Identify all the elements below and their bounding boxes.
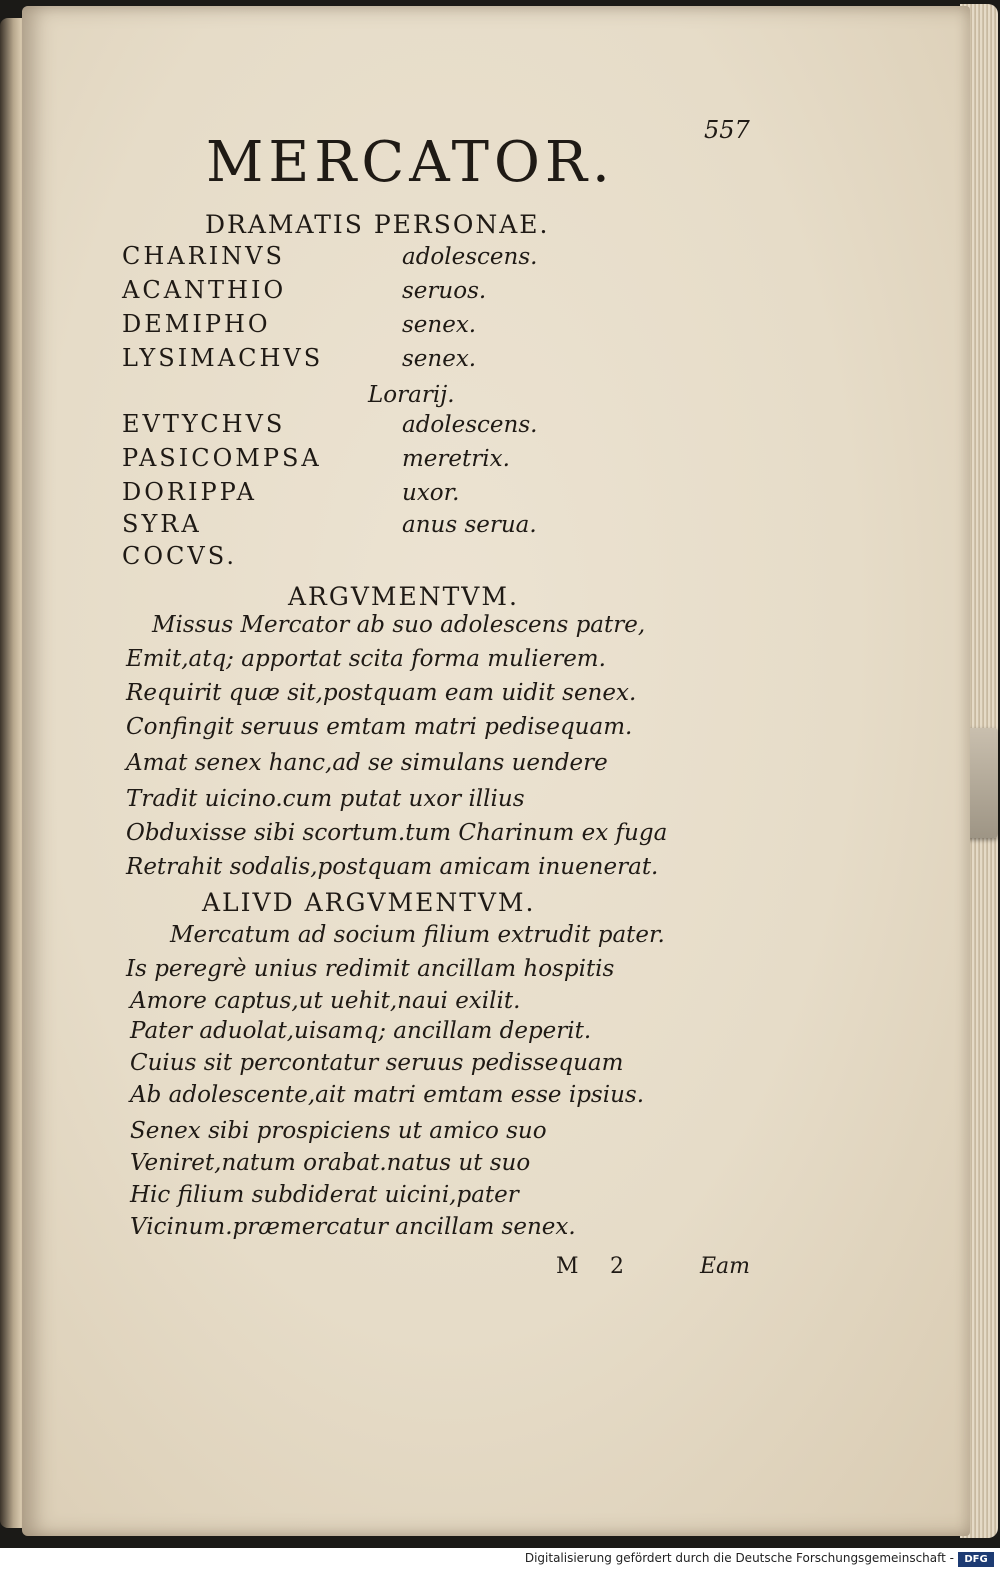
cast-entry xyxy=(122,542,602,574)
verse-line: Hic filium subdiderat uicini,pater xyxy=(130,1182,519,1208)
cast-name: CHARINVS xyxy=(122,242,285,270)
signature-mark: M xyxy=(556,1254,579,1279)
verse-line: Tradit uicino.cum putat uxor illius xyxy=(126,786,525,812)
page-number: 557 xyxy=(704,116,750,144)
verse-line: Senex sibi prospiciens ut amico suo xyxy=(130,1118,547,1144)
verse-line: Mercatum ad socium filium extrudit pater. xyxy=(170,922,665,948)
cast-name: ACANTHIO xyxy=(122,276,287,304)
cast-role: senex. xyxy=(402,346,477,372)
cast-role: senex. xyxy=(402,312,477,338)
cast-role: adolescens. xyxy=(402,412,538,438)
verse-line: Missus Mercator ab suo adolescens patre, xyxy=(152,612,646,638)
cast-role: anus serua. xyxy=(402,512,537,538)
verse-line: Amore captus,ut uehit,naui exilit. xyxy=(130,988,521,1014)
catchword: Eam xyxy=(700,1254,751,1279)
cast-name: COCVS. xyxy=(122,542,237,570)
cast-entry xyxy=(122,344,602,376)
cast-name: DEMIPHO xyxy=(122,310,271,338)
cast-entry xyxy=(122,310,602,342)
verse-line: Ab adolescente,ait matri emtam esse ipsius. xyxy=(130,1082,645,1108)
cast-role: uxor. xyxy=(402,480,460,506)
cast-name: EVTYCHVS xyxy=(122,410,286,438)
verse-line: Vicinum.præmercatur ancillam senex. xyxy=(130,1214,576,1240)
cast-entry xyxy=(122,478,602,510)
aliud-argumentum-heading: ALIVD ARGVMENTVM. xyxy=(202,888,536,917)
cast-name: PASICOMPSA xyxy=(122,444,322,472)
verse-line: Is peregrè unius redimit ancillam hospitis xyxy=(126,956,615,982)
cast-entry xyxy=(122,410,602,442)
verse-line: Veniret,natum orabat.natus ut suo xyxy=(130,1150,531,1176)
dfg-logo: DFG xyxy=(958,1552,994,1567)
verse-line: Pater aduolat,uisamq; ancillam deperit. xyxy=(130,1018,592,1044)
cast-note-lorarii: Lorarij. xyxy=(368,382,455,408)
verse-line: Cuius sit percontatur seruus pedissequam xyxy=(130,1050,624,1076)
cast-role: adolescens. xyxy=(402,244,538,270)
play-title: MERCATOR. xyxy=(206,130,615,195)
cast-entry xyxy=(122,242,602,274)
footer-credit: Digitalisierung gefördert durch die Deutsche Forschungsgemeinschaft - xyxy=(524,1551,954,1565)
verse-line: Retrahit sodalis,postquam amicam inuenerat. xyxy=(126,854,659,880)
verse-line: Requirit quæ sit,postquam eam uidit senex. xyxy=(126,680,637,706)
argumentum-heading: ARGVMENTVM. xyxy=(288,582,519,611)
cast-role: meretrix. xyxy=(402,446,510,472)
dramatis-personae-heading: DRAMATIS PERSONAE. xyxy=(205,210,550,239)
signature-number: 2 xyxy=(610,1254,624,1279)
verse-line: Emit,atq; apportat scita forma mulierem. xyxy=(126,646,606,672)
cast-name: DORIPPA xyxy=(122,478,257,506)
cast-entry xyxy=(122,444,602,476)
cast-entry xyxy=(122,276,602,308)
cast-role: seruos. xyxy=(402,278,487,304)
cast-name: SYRA xyxy=(122,510,202,538)
cast-entry xyxy=(122,510,602,542)
cast-name: LYSIMACHVS xyxy=(122,344,324,372)
verse-line: Amat senex hanc,ad se simulans uendere xyxy=(126,750,608,776)
verse-line: Obduxisse sibi scortum.tum Charinum ex fuga xyxy=(126,820,668,846)
footer-bar xyxy=(0,1548,1000,1572)
verse-line: Confingit seruus emtam matri pedisequam. xyxy=(126,714,633,740)
